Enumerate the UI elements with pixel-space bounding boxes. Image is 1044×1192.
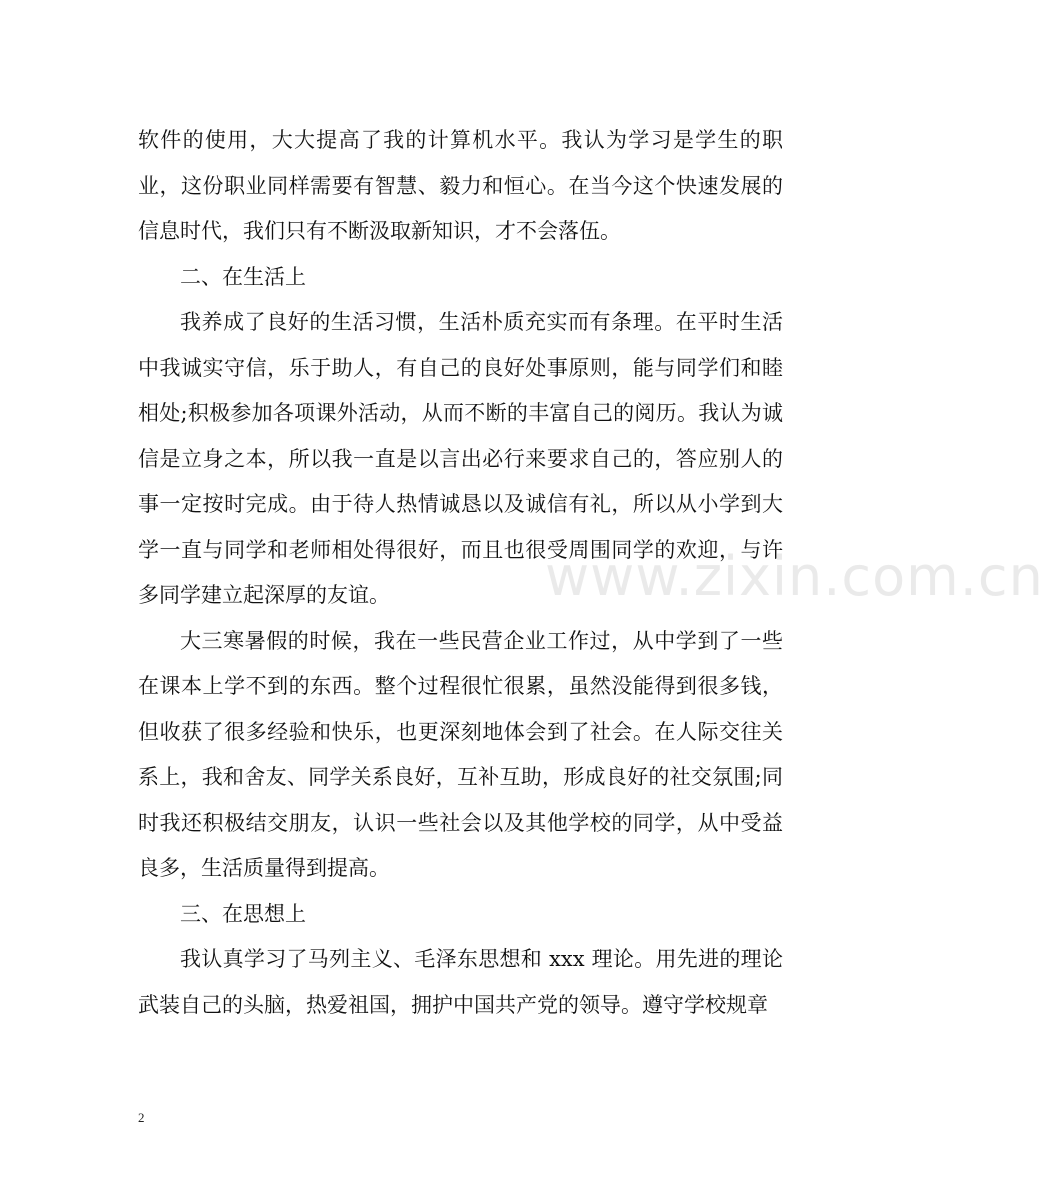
paragraph-work-experience: 大三寒暑假的时候，我在一些民营企业工作过，从中学到了一些在课本上学不到的东西。整个过程很忙很累，虽然没能得到很多钱，但收获了很多经验和快乐，也更深刻地体会到了社会。在人际交往关系上，我和舍友、同学关系良好，互补互助，形成良好的社交氛围;同时我还积极结交朋友，认识一些社会以及其他学校的同学，从中受益良多，生活质量得到提高。 bbox=[138, 628, 783, 880]
document-body bbox=[138, 118, 783, 1028]
page-number: 2 bbox=[138, 1110, 145, 1125]
paragraph-continuation: 软件的使用，大大提高了我的计算机水平。我认为学习是学生的职业，这份职业同样需要有智慧、毅力和恒心。在当今这个快速发展的信息时代，我们只有不断汲取新知识，才不会落伍。 bbox=[138, 128, 783, 243]
paragraph-life-habits: 我养成了良好的生活习惯，生活朴质充实而有条理。在平时生活中我诚实守信，乐于助人，有自己的良好处事原则，能与同学们和睦相处;积极参加各项课外活动，从而不断的丰富自己的阅历。我认为诚信是立身之本，所以我一直是以言出必行来要求自己的，答应别人的事一定按时完成。由于待人热情诚恳以及诚信有礼，所以从小学到大学一直与同学和老师相处得很好，而且也很受周围同学的欢迎，与许多同学建立起深厚的友谊。 bbox=[138, 310, 783, 607]
watermark-text: www.zixin.com.cn bbox=[545, 545, 1044, 608]
paragraph-thought: 我认真学习了马列主义、毛泽东思想和 xxx 理论。用先进的理论武装自己的头脑，热爱祖国，拥护中国共产党的领导。遵守学校规章 bbox=[138, 947, 783, 1017]
section-heading-thought: 三、在思想上 bbox=[180, 901, 306, 926]
section-heading-life: 二、在生活上 bbox=[180, 264, 306, 289]
